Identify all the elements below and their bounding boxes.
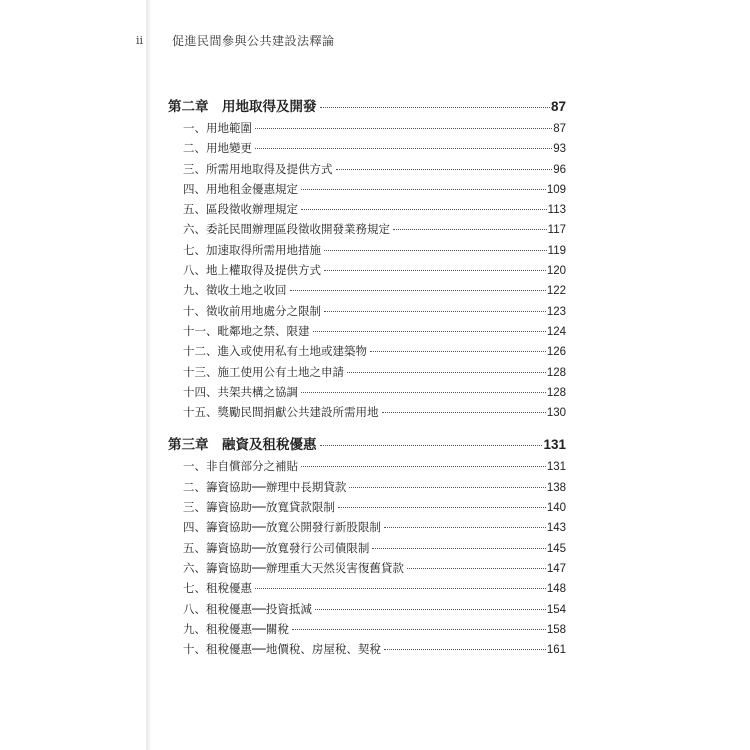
toc-page-number: 158 [546,623,566,636]
table-of-contents [168,96,566,671]
toc-page-number: 124 [546,325,566,338]
toc-entry-title: 六、籌資協助──辦理重大天然災害復舊貸款 [183,560,404,575]
dot-leader [301,466,546,467]
toc-page-number: 119 [547,244,566,257]
toc-page-number: 96 [553,163,566,176]
toc-page-number: 122 [546,285,566,298]
dot-leader [393,229,547,230]
toc-section-entry[interactable] [168,138,566,158]
dot-leader [372,548,545,549]
toc-section-entry[interactable] [168,179,566,199]
toc-entry-title: 一、用地範圍 [183,121,252,135]
chapter-heading[interactable] [168,96,566,118]
toc-page-number: 154 [546,603,566,616]
dot-leader [292,629,546,630]
toc-section-entry[interactable] [168,199,566,219]
book-title: 促進民間參與公共建設法釋論 [172,33,335,48]
dot-leader [324,250,547,251]
toc-page-number: 87 [553,123,566,135]
chapter-block [168,434,566,659]
toc-section-entry[interactable] [168,382,566,402]
dot-leader [324,270,546,271]
toc-page-number: 128 [546,386,566,399]
running-header [136,30,335,50]
dot-leader [347,372,546,373]
toc-entry-title: 七、租稅優惠 [183,581,252,596]
toc-page-number: 123 [546,305,566,318]
toc-entry-title: 五、籌資協助──放寬發行公司債限制 [183,540,370,555]
toc-section-entry[interactable] [168,260,566,280]
toc-section-entry[interactable] [168,402,566,422]
toc-page-number: 147 [546,562,566,575]
toc-entry-title: 十五、獎勵民間捐獻公共建設所需用地 [183,405,379,420]
toc-entry-title: 四、用地租金優惠規定 [183,181,298,196]
dot-leader [255,128,552,129]
toc-entry-title: 六、委託民間辦理區段徵收開發業務規定 [183,222,390,237]
toc-page-number: 87 [550,99,566,114]
toc-entry-title: 八、地上權取得及提供方式 [183,263,321,278]
dot-leader [349,487,545,488]
toc-page-number: 148 [546,583,566,596]
dot-leader [338,507,546,508]
toc-entry-title: 十一、毗鄰地之禁、限建 [183,323,310,338]
toc-entry-title: 三、所需用地取得及提供方式 [183,161,333,176]
dot-leader [320,107,550,108]
dot-leader [290,290,546,291]
toc-page-number: 93 [553,143,566,156]
toc-entry-title: 十四、共架共構之協調 [183,384,298,399]
page-spine-edge [146,0,152,750]
toc-page-number: 126 [546,346,566,359]
toc-section-entry[interactable] [168,301,566,321]
toc-section-entry[interactable] [168,578,566,598]
toc-page-number: 143 [546,522,566,535]
toc-section-entry[interactable] [168,341,566,361]
toc-section-entry[interactable] [168,456,566,476]
toc-section-entry[interactable] [168,118,566,138]
dot-leader [255,148,552,149]
toc-entry-title: 二、籌資協助──辦理中長期貸款 [183,479,347,494]
dot-leader [384,649,546,650]
dot-leader [336,169,553,170]
toc-section-entry[interactable] [168,619,566,639]
toc-section-entry[interactable] [168,240,566,260]
toc-page-number: 117 [547,224,566,237]
toc-section-entry[interactable] [168,497,566,517]
toc-section-entry[interactable] [168,219,566,239]
dot-leader [324,311,546,312]
toc-entry-title: 九、徵收土地之收回 [183,283,287,298]
toc-section-entry[interactable] [168,280,566,300]
toc-entry-title: 三、籌資協助──放寬貸款限制 [183,500,335,515]
toc-section-entry[interactable] [168,599,566,619]
toc-section-entry[interactable] [168,517,566,537]
toc-entry-title: 四、籌資協助──放寬公開發行新股限制 [183,520,381,535]
toc-entry-title: 七、加速取得所需用地措施 [183,242,321,257]
toc-page-number: 131 [546,461,566,474]
toc-entry-title: 第三章 融資及租稅優惠 [168,437,317,454]
page-number: ii [136,33,144,47]
toc-section-entry[interactable] [168,639,566,659]
dot-leader [407,568,546,569]
toc-entry-title: 第二章 用地取得及開發 [168,99,317,115]
toc-page-number: 140 [546,502,566,515]
toc-page-number: 161 [546,644,566,657]
toc-entry-title: 十、租稅優惠──地價稅、房屋稅、契稅 [183,642,381,657]
dot-leader [301,189,546,190]
toc-entry-title: 二、用地變更 [183,141,252,156]
toc-section-entry[interactable] [168,558,566,578]
dot-leader [313,331,546,332]
toc-section-entry[interactable] [168,362,566,382]
toc-page-number: 113 [547,204,566,217]
toc-page-number: 130 [546,407,566,420]
chapter-block [168,96,566,422]
dot-leader [315,609,546,610]
toc-entry-title: 十、徵收前用地處分之限制 [183,303,321,318]
toc-section-entry[interactable] [168,538,566,558]
dot-leader [370,351,546,352]
toc-page-number: 128 [546,366,566,379]
toc-page-number: 138 [546,481,566,494]
toc-section-entry[interactable] [168,159,566,179]
toc-entry-title: 八、租稅優惠──投資抵減 [183,601,312,616]
dot-leader [320,445,543,446]
toc-page-number: 120 [546,265,566,278]
toc-entry-title: 五、區段徵收辦理規定 [183,202,298,217]
toc-entry-title: 十二、進入或使用私有土地或建築物 [183,344,367,359]
dot-leader [255,588,546,589]
toc-page-number: 145 [546,542,566,555]
chapter-heading[interactable] [168,434,566,456]
toc-entry-title: 一、非自償部分之補貼 [183,459,298,474]
toc-page-number: 131 [543,437,566,453]
dot-leader [384,527,546,528]
toc-entry-title: 九、租稅優惠──關稅 [183,621,289,636]
toc-entry-title: 十三、施工使用公有土地之申請 [183,364,344,379]
toc-section-entry[interactable] [168,477,566,497]
dot-leader [382,412,546,413]
dot-leader [301,209,547,210]
toc-section-entry[interactable] [168,321,566,341]
dot-leader [301,392,546,393]
toc-page-number: 109 [546,183,566,196]
